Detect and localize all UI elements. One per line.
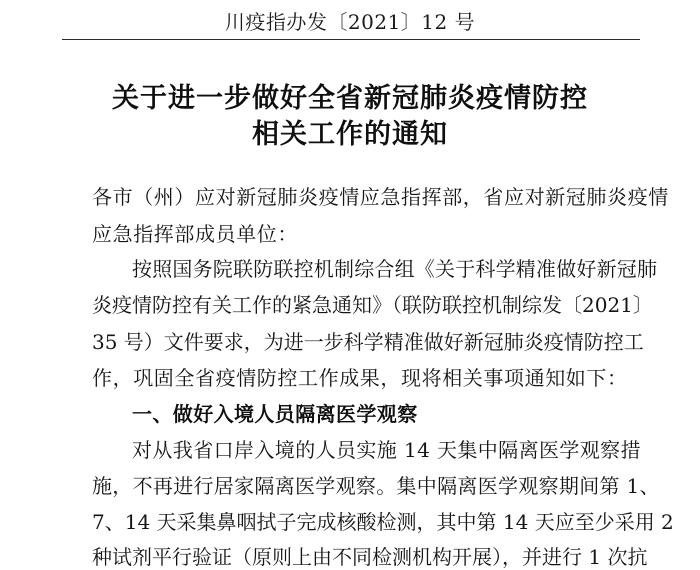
paragraph-2-line-4: 种试剂平行验证（原则上由不同检测机构开展），并进行 1 次抗 [92, 545, 648, 569]
addressee-line-2: 应急指挥部成员单位： [92, 222, 298, 246]
paragraph-1-line-2: 炎疫情防控有关工作的紧急通知》（联防联控机制综发〔2021〕 [92, 293, 653, 317]
section-1-heading: 一、做好入境人员隔离医学观察 [132, 402, 418, 426]
document-title-line-1: 关于进一步做好全省新冠肺炎疫情防控 [112, 83, 588, 114]
paragraph-1-line-4: 作，巩固全省疫情防控工作成果，现将相关事项通知如下： [92, 366, 628, 390]
paragraph-1-line-3: 35 号）文件要求，为进一步科学精准做好新冠肺炎疫情防控工 [92, 330, 644, 354]
paragraph-1-line-1: 按照国务院联防联控机制综合组《关于科学精准做好新冠肺 [132, 257, 658, 281]
addressee-line-1: 各市（州）应对新冠肺炎疫情应急指挥部，省应对新冠肺炎疫情 [92, 185, 669, 209]
header-divider [62, 39, 640, 40]
paragraph-2-line-2: 施，不再进行居家隔离医学观察。集中隔离医学观察期间第 1、 [92, 474, 660, 498]
document-number: 川疫指办发〔2021〕12 号 [224, 10, 476, 34]
paragraph-2-line-3: 7、14 天采集鼻咽拭子完成核酸检测，其中第 14 天应至少采用 2 [92, 510, 674, 534]
paragraph-2-line-1: 对从我省口岸入境的人员实施 14 天集中隔离医学观察措 [132, 438, 641, 462]
document-title-line-2: 相关工作的通知 [252, 119, 448, 150]
